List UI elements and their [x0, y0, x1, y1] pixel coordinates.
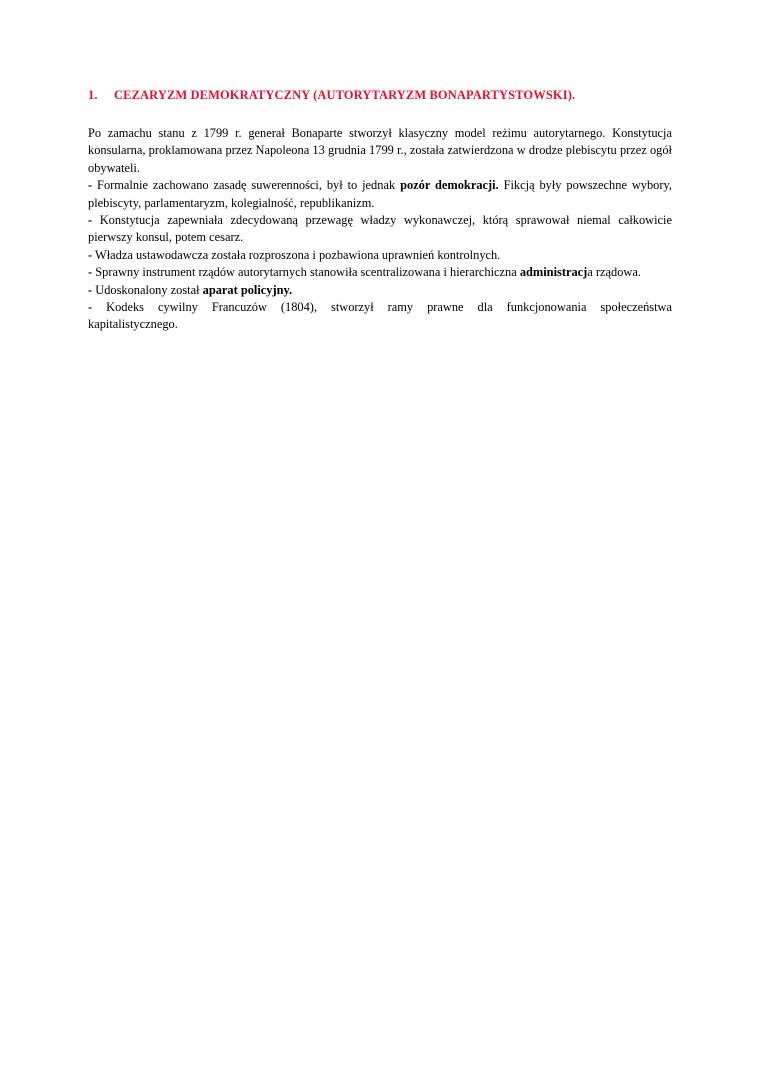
bullet-text-part1: Udoskonalony został [95, 282, 200, 297]
bullet-text-emphasis: pozór demokracji. [400, 178, 499, 193]
bullet-text-part1: Formalnie zachowano zasadę suwerenności, był to jednak [97, 178, 396, 193]
bullet-text-part2: Fikcją były powszechne wybory, plebiscyty, parlamentaryzm, kolegialność, republikanizm. [88, 178, 672, 210]
bullet-dash: - [88, 213, 93, 228]
bullet-text: Konstytucja zapewniała zdecydowaną przewagę władzy wykonawczej, którą sprawował niemal całkowicie pierwszy konsul, potem cesarz. [88, 213, 672, 245]
intro-paragraph: Po zamachu stanu z 1799 r. generał Bonaparte stworzył klasyczny model reżimu autorytarnego. Konstytucja konsularna, proklamowana przez Napoleona 13 grudnia 1799 r., została zatwierdzona w drodze plebiscytu przez ogół obywateli. [88, 126, 672, 175]
bullet-text-emphasis: aparat policyjny. [202, 282, 293, 297]
heading-text: CEZARYZM DEMOKRATYCZNY (AUTORYTARYZM BONAPARTYSTOWSKI). [114, 88, 576, 102]
bullet-text-part1: Sprawny instrument rządów autorytarnych stanowiła scentralizowana i hierarchiczna [95, 265, 517, 280]
bullet-text-emphasis: administracj [519, 265, 588, 280]
heading-number: 1. [88, 88, 98, 102]
list-item [88, 247, 672, 264]
bullet-dash: - [88, 247, 93, 262]
bullet-dash: - [88, 265, 93, 280]
bullet-text: Kodeks cywilny Francuzów (1804), stworzył ramy prawne dla funkcjonowania społeczeństwa [106, 300, 672, 315]
list-item [88, 264, 672, 281]
list-item [88, 299, 672, 334]
list-item [88, 212, 672, 247]
bullet-dash: - [88, 300, 93, 315]
page-title [88, 88, 672, 103]
bullet-dash: - [88, 282, 93, 297]
bullet-text: Władza ustawodawcza została rozproszona i pozbawiona uprawnień kontrolnych. [95, 247, 501, 262]
bullet-text-tail: kapitalistycznego. [88, 317, 178, 332]
list-item [88, 282, 672, 299]
list-item [88, 177, 672, 212]
bullet-dash: - [88, 178, 93, 193]
bullet-text-part2: a rządowa. [587, 265, 641, 280]
